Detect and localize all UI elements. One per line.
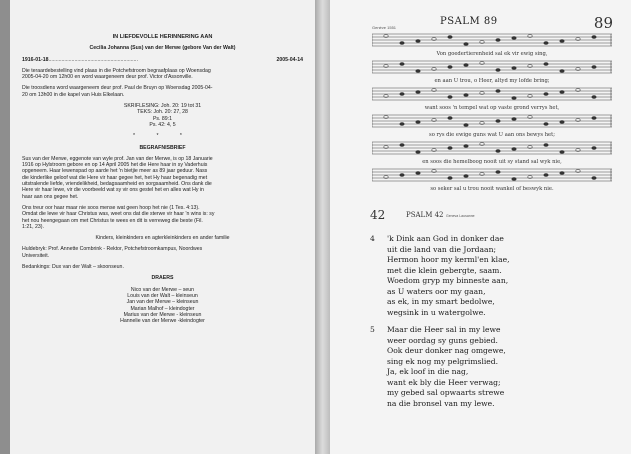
note-head xyxy=(448,177,452,180)
note-head xyxy=(560,172,564,175)
note-head xyxy=(448,96,452,99)
birth-date: 1916-01-18 xyxy=(22,56,49,63)
text-line: die kinderlike geloof wat die Here vir haar gegee het, het Hy haar begenadig met xyxy=(22,174,208,181)
note-head xyxy=(464,43,468,46)
note-head xyxy=(400,42,404,45)
verse-line: wegsink in u watergolwe. xyxy=(387,307,486,317)
note-head xyxy=(464,175,468,178)
scripture-line: Ps. 89:1 xyxy=(152,115,173,122)
note-head xyxy=(400,93,404,96)
verse-line: weer oordag sy guns gebied. xyxy=(387,335,498,345)
note-head xyxy=(544,93,548,96)
note-head xyxy=(512,118,516,121)
thanks-line: Bedankings: Dux van der Walt – skoonseun. xyxy=(22,264,124,271)
text-line: haar aan ons gegee het. xyxy=(22,193,79,200)
note-head xyxy=(512,148,516,151)
scripture-line: Ps. 42: 4, 5 xyxy=(149,121,176,128)
bearer-item: Nico van der Merwe – seun xyxy=(130,286,195,293)
verse-4 xyxy=(370,234,510,318)
note-head xyxy=(592,96,596,99)
note-head xyxy=(448,36,452,39)
bearer-item: Louis van der Walt – kleinseun xyxy=(127,292,198,299)
note-head xyxy=(496,150,500,153)
life-dates xyxy=(22,57,303,63)
music-staff xyxy=(372,113,612,129)
hope-paragraph xyxy=(22,205,303,230)
note-head xyxy=(464,64,468,67)
scripture-line: TEKS: Joh. 20: 27, 28 xyxy=(137,109,188,116)
book-gutter xyxy=(315,0,330,454)
burial-paragraph xyxy=(22,68,303,81)
note-head xyxy=(496,120,500,123)
note-head xyxy=(512,37,516,40)
text-line: Universiteit. xyxy=(22,252,50,259)
note-head xyxy=(496,39,500,42)
note-head xyxy=(496,90,500,93)
music-staff xyxy=(372,86,612,102)
scripture-block xyxy=(22,103,303,128)
note-head xyxy=(592,177,596,180)
verse-line: want ek bly die Heer verwag; xyxy=(387,377,501,387)
verse-line: 'k Dink aan God in donker dae xyxy=(387,234,504,243)
verse-line: Hermon hoor my kerml'en klae, xyxy=(387,255,510,264)
psalm-42-number: 42 xyxy=(370,208,386,222)
note-head xyxy=(400,63,404,66)
note-head xyxy=(416,172,420,175)
text-line: het nou heengegaan om met Christus te wees en dit is verreweg die beste (Fil. xyxy=(22,217,203,224)
obituary-title: BEGRAFNISBRIEF xyxy=(139,144,186,151)
bearer-item: Jan van der Merwe – kleinseun xyxy=(126,299,199,306)
psalm-42-melody-note: Geneva Lausanne xyxy=(446,214,475,218)
verse-line: my gebed sal opwaarts strewe xyxy=(387,388,505,397)
note-head xyxy=(560,151,564,154)
tribute-paragraph xyxy=(22,246,303,259)
lyric-line: en soos die hemelboog nooit uit sy stand sal wyk nie, xyxy=(422,159,562,165)
note-head xyxy=(448,117,452,120)
note-head xyxy=(560,121,564,124)
bearer-item: Marius van der Merwe - kleinseun xyxy=(123,311,202,318)
note-head xyxy=(496,171,500,174)
note-head xyxy=(464,94,468,97)
note-head xyxy=(512,97,516,100)
lyric-line: Von goedertierenheid sal ek vir ewig sing, xyxy=(436,51,548,57)
date-dots: .............................................................. xyxy=(48,56,138,63)
music-staff xyxy=(372,167,612,183)
text-line: opgeneem. Haar lewenspad op aarde het 'n bietjie meer as 89 jaar geduur. Nass xyxy=(22,168,208,175)
text-line: Here vir haar lewe, vir die voorbeeld wat sy vir ons gestel het en alles wat Hy in xyxy=(22,187,204,194)
note-head xyxy=(512,67,516,70)
lyric-line: so rys die ewige guns wat U aan ons bewys het; xyxy=(429,132,555,138)
funeral-program-page xyxy=(10,0,315,454)
verse-line: met die klein gebergte, saam. xyxy=(387,265,502,275)
bearer-item: Hannelie van der Merwe -kleindogter xyxy=(120,318,205,325)
music-staff xyxy=(372,32,612,48)
note-head xyxy=(560,40,564,43)
text-line: Huldebryk: Prof. Annette Combrink - Rektor, Potchefstroomkampus, Noordwes xyxy=(22,246,203,253)
lyric-line: so seker sal u trou nooit wankel of beswyk nie. xyxy=(430,186,554,192)
sheet-music xyxy=(372,32,612,194)
verse-number: 4 xyxy=(370,234,375,243)
verse-line: Ja, ek loof in die nag, xyxy=(387,367,469,376)
text-line: 20 om 13h00 in die kapel van Huis Elkelaan. xyxy=(22,91,125,98)
note-head xyxy=(592,117,596,120)
text-line: Die teraardebestelling vind plaas in die Potchefstroom begraafplaas op Woensdag xyxy=(22,67,211,74)
service-paragraph xyxy=(22,85,303,98)
verse-line: Maar die Heer sal in my lewe xyxy=(387,325,501,334)
text-line: Die troosdiens word waargeneem deur prof. Paul de Bruyn op Woensdag 2005-04- xyxy=(22,85,213,92)
note-head xyxy=(464,145,468,148)
text-line: 1:21, 23). xyxy=(22,223,44,230)
verse-line: uit die land van die Jordaan; xyxy=(387,244,497,254)
obituary-paragraph xyxy=(22,156,303,200)
psalm-89-title: PSALM 89 xyxy=(440,16,498,27)
text-line: Sus van der Merwe, eggenote van wyle prof. Jan van der Merwe, is op 18 Januarie xyxy=(22,155,213,162)
verse-line: Ook deur donker nag omgewe, xyxy=(387,346,506,355)
verse-line: as ek, in my smart bedolwe, xyxy=(387,297,495,306)
note-head xyxy=(496,69,500,72)
separator-stars: * * * xyxy=(133,133,192,140)
memorial-heading: IN LIEFDEVOLLE HERINNERING AAN xyxy=(112,34,213,40)
text-line: Ons treur oor haar maar nie soos mense wat geen hoop het nie (1 Tes. 4:13). xyxy=(22,204,200,211)
music-staff xyxy=(372,59,612,75)
note-head xyxy=(400,144,404,147)
verse-line: na die bronsel van my lewe. xyxy=(387,398,495,408)
note-head xyxy=(400,174,404,177)
note-head xyxy=(560,70,564,73)
note-head xyxy=(592,147,596,150)
psalm-42-title: PSALM 42 xyxy=(406,211,444,219)
note-head xyxy=(544,174,548,177)
hymnbook-page xyxy=(330,0,631,454)
note-head xyxy=(416,40,420,43)
bearer-item: Marian Malhof – kleindogter xyxy=(130,305,195,312)
lyric-line: want soos 'n tempel wat op vaste grond verrys het, xyxy=(424,105,560,111)
text-line: uitstralende liefde, vriendelikheid, bedagsaamheid en sorgsaamheid. Ons dank die xyxy=(22,181,212,188)
note-head xyxy=(544,42,548,45)
melody-source: Genève 1551 xyxy=(372,25,397,30)
note-head xyxy=(464,124,468,127)
note-head xyxy=(592,36,596,39)
verse-line: Woedom gryp my binneste aan, xyxy=(387,276,509,285)
note-head xyxy=(544,63,548,66)
note-head xyxy=(544,144,548,147)
scripture-line: SKRIFLESING: Joh. 20: 19 tot 31 xyxy=(123,103,202,110)
note-head xyxy=(416,121,420,124)
page-number: 89 xyxy=(593,14,613,32)
text-line: 2005-04-20 om 12h00 en word waargeneem deur prof. Victor d'Assonville. xyxy=(22,74,193,81)
verse-5 xyxy=(370,325,506,409)
note-head xyxy=(448,147,452,150)
family-line: Kinders, kleinkinders en agterkleinkinders en ander familie xyxy=(95,235,230,242)
bearers-list xyxy=(22,287,303,325)
note-head xyxy=(448,66,452,69)
note-head xyxy=(416,151,420,154)
note-head xyxy=(416,70,420,73)
bearers-title: DRAERS xyxy=(151,275,174,282)
death-date: 2005-04-14 xyxy=(276,56,303,63)
verse-line: sing ek nog my pelgrimslied. xyxy=(387,356,499,366)
text-line: 1916 op Hylstroom gebore en op 14 April 2005 het die Here haar in sy Vaderhuis xyxy=(22,162,208,169)
note-head xyxy=(592,66,596,69)
music-staff xyxy=(372,140,612,156)
deceased-name: Cecilia Johanna (Sus) van der Merwe (gebore Van der Walt) xyxy=(89,45,236,52)
note-head xyxy=(544,123,548,126)
note-head xyxy=(400,123,404,126)
text-line: Omdat die lewe vir haar Christus was, weet ons dat die sterwe vir haar 'n wins is: sy xyxy=(22,211,215,218)
lyric-line: en aan U trou, o Heer, altyd my lofde bring; xyxy=(434,78,550,84)
note-head xyxy=(512,178,516,181)
note-head xyxy=(416,91,420,94)
note-head xyxy=(560,91,564,94)
verse-line: as U waters oor my gaan, xyxy=(387,286,486,296)
verse-number: 5 xyxy=(370,325,375,334)
